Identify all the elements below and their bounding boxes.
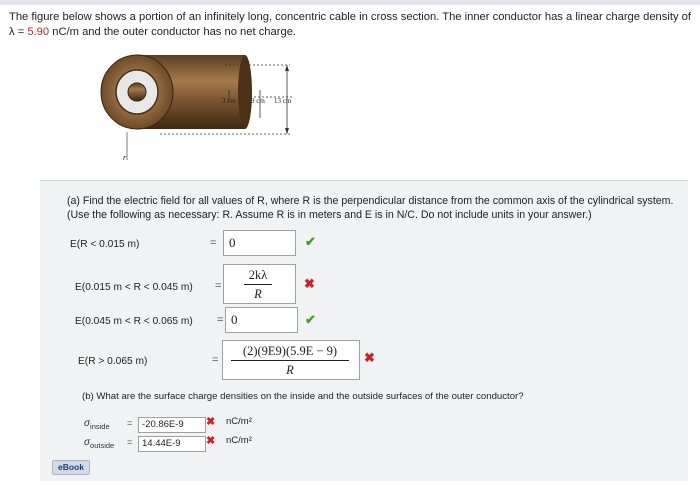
row3-equals: = (217, 314, 224, 326)
sigma-outside-input[interactable]: 14.44E-9 (138, 436, 206, 452)
row1-answer: 0 (229, 235, 236, 250)
row3-answer: 0 (231, 312, 238, 327)
row3-correct-icon: ✔ (305, 312, 316, 327)
row4-answer-fraction (231, 344, 349, 377)
row2-incorrect-icon: ✖ (304, 276, 315, 291)
inside-equals: = (127, 418, 133, 428)
lambda-value: 5.90 (27, 26, 50, 38)
row3-label: E(0.045 m < R < 0.065 m) (75, 316, 193, 327)
part-a-prompt: (a) Find the electric field for all values of R, where R is the perpendicular distance from the common axis of the cylindrical system. (Use the following as necessary: R. Assume R is in meters and E is in N/C. Do not include units in your answer.) (67, 195, 674, 221)
row4-denominator: R (286, 363, 294, 377)
row4-answer-box[interactable] (222, 340, 360, 380)
row2-denominator: R (254, 287, 262, 301)
row1-correct-icon: ✔ (305, 234, 316, 249)
intro-text-1: The figure below shows a portion of an infinitely long, concentric cable in cross section. The inner conductor has a linear charge density of λ = (9, 11, 691, 38)
label-9cm: 9 cm (251, 97, 265, 105)
row1-answer-box[interactable] (223, 230, 296, 256)
problem-statement (9, 10, 697, 40)
inner-conductor (128, 83, 146, 101)
sigma-inside-label: $\sigma_{inside}$ (84, 418, 110, 431)
label-r: r (123, 153, 127, 162)
sigma-outside-label: $\sigma_{outside}$ (84, 437, 115, 450)
inside-incorrect-icon: ✖ (206, 416, 216, 428)
row2-answer-box[interactable] (223, 264, 296, 304)
top-bar (0, 0, 700, 5)
part-b-prompt: (b) What are the surface charge densities on the inside and the outside surfaces of the outer conductor? (82, 391, 524, 402)
outside-unit: nC/m² (226, 435, 252, 446)
cable-end (238, 55, 252, 129)
row1-label: E(R < 0.015 m) (70, 239, 140, 250)
row4-numerator: (2)(9E9)(5.9E − 9) (242, 344, 338, 358)
row2-answer-fraction (244, 268, 272, 301)
inside-unit: nC/m² (226, 416, 252, 427)
ebook-button[interactable]: eBook (52, 460, 90, 475)
sigma-inside-input[interactable]: -20.86E-9 (138, 417, 206, 433)
label-13cm: 13 cm (274, 97, 292, 105)
row1-equals: = (210, 237, 217, 249)
row2-label: E(0.015 m < R < 0.045 m) (75, 282, 193, 293)
row4-equals: = (212, 354, 219, 366)
row4-incorrect-icon: ✖ (364, 350, 375, 365)
outside-equals: = (127, 437, 133, 447)
cable-illustration (100, 52, 300, 167)
cable-figure (100, 52, 300, 167)
row2-numerator: 2kλ (248, 268, 268, 282)
outside-incorrect-icon: ✖ (206, 435, 216, 447)
row2-equals: = (215, 280, 222, 292)
label-3cm: 3 cm (222, 97, 236, 105)
intro-text-2: nC/m and the outer conductor has no net charge. (49, 26, 297, 38)
row3-answer-box[interactable] (225, 307, 298, 333)
row4-label: E(R > 0.065 m) (78, 356, 148, 367)
